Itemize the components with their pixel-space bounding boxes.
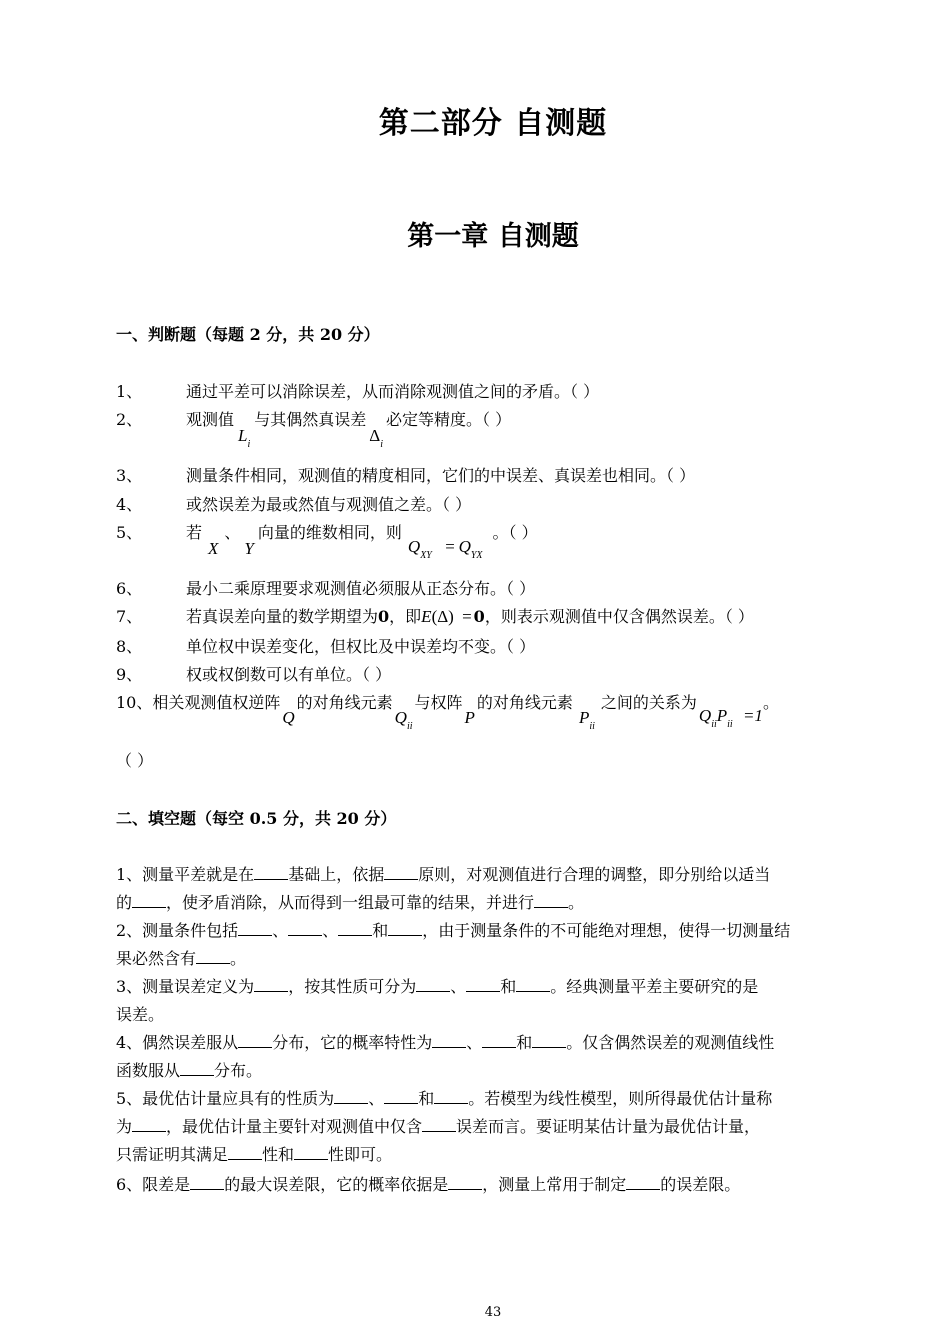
blank: [466, 977, 500, 992]
math-letter: Q: [458, 537, 471, 556]
fill-question-3-line-1: [116, 974, 876, 997]
text-segment: 的: [116, 893, 133, 912]
text-segment: 和: [516, 1033, 533, 1052]
math-letter: Q: [698, 706, 712, 725]
blank: [132, 893, 166, 908]
math-zero: 0: [473, 607, 485, 626]
blank: [534, 893, 568, 908]
text-segment: 10、相关观测值权逆阵: [116, 693, 281, 712]
text-segment: 4、偶然误差服从: [116, 1033, 239, 1052]
blank: [384, 1089, 418, 1104]
question-1: [0, 379, 950, 401]
text-segment: 3、测量误差定义为: [116, 977, 255, 996]
blank: [434, 1089, 468, 1104]
text-segment: 。若模型为线性模型，则所得最优估计量称: [468, 1089, 773, 1108]
question-text: [186, 407, 512, 450]
blank: [196, 949, 230, 964]
question-text: [186, 604, 754, 627]
text-segment: ，使矛盾消除，从而得到一组最可靠的结果，并进行: [166, 893, 535, 912]
text-segment: 观测值: [186, 410, 235, 429]
math-letter: P: [716, 706, 728, 725]
text-segment: ，按其性质可分为: [288, 977, 417, 996]
math-letter: P: [578, 708, 590, 727]
text-segment: 若真误差向量的数学期望为: [186, 607, 379, 626]
text-segment: 2、测量条件包括: [116, 921, 239, 940]
question-4: [0, 492, 950, 514]
blank: [132, 1117, 166, 1132]
text-segment: 的对角线元素: [476, 693, 573, 712]
question-number: 2、: [116, 410, 143, 429]
text-segment: 果必然含有: [116, 949, 197, 968]
math-symbol: [407, 537, 483, 561]
text-segment: 、: [224, 523, 241, 542]
fill-question-1-line-1: [116, 862, 876, 885]
math-zero: 0: [378, 607, 390, 626]
blank: [294, 1145, 328, 1160]
math-subscript: ii: [727, 719, 733, 730]
question-text: 最小二乘原理要求观测值必须服从正态分布。（ ）: [186, 579, 536, 598]
text-segment: 必定等精度。（ ）: [386, 410, 512, 429]
blank: [384, 865, 418, 880]
math-subscript: ii: [406, 721, 413, 732]
fill-question-5-line-1: [116, 1086, 876, 1109]
math-expression: [698, 706, 763, 730]
text-segment: 向量的维数相同，则: [257, 523, 402, 542]
question-10-answer: （ ）: [116, 751, 154, 770]
fill-question-6-line-1: [116, 1172, 876, 1195]
chapter-title: 第一章 自测题: [407, 221, 579, 252]
question-text: 单位权中误差变化，但权比及中误差均不变。（ ）: [186, 637, 536, 656]
math-letter: Δ: [369, 426, 381, 445]
text-segment: 和: [418, 1089, 435, 1108]
fill-question-5-line-2: [116, 1114, 876, 1137]
text-segment: 、: [322, 921, 339, 940]
text-segment: 的最大误差限，它的概率依据是: [224, 1175, 449, 1194]
text-segment: 6、限差是: [116, 1175, 191, 1194]
math-symbol: (Δ): [431, 607, 454, 626]
question-6: [0, 576, 950, 598]
text-segment: 若: [186, 523, 203, 542]
question-number: 1、: [116, 382, 143, 401]
math-letter: X: [208, 539, 219, 558]
blank: [180, 1061, 214, 1076]
section-heading-true-false: 一、判断题（每题 2 分，共 20 分）: [116, 325, 380, 344]
blank: [432, 1033, 466, 1048]
math-subscript: ii: [711, 719, 717, 730]
blank: [416, 977, 450, 992]
math-subscript: i: [247, 439, 251, 450]
question-3: [0, 463, 950, 485]
question-9: [0, 662, 950, 684]
text-segment: 。: [230, 949, 247, 968]
question-10: [116, 690, 779, 732]
blank: [338, 921, 372, 936]
text-segment: 只需证明其满足: [116, 1145, 229, 1164]
question-number: 8、: [116, 637, 143, 656]
text-segment: 分布，它的概率特性为: [272, 1033, 433, 1052]
text-segment: 基础上，依据: [288, 865, 385, 884]
question-number: 5、: [116, 523, 143, 542]
text-segment: 、: [368, 1089, 385, 1108]
math-subscript: XY: [420, 550, 432, 561]
math-letter: E: [421, 607, 432, 626]
text-segment: 。: [762, 693, 779, 712]
question-text: 或然误差为最或然值与观测值之差。（ ）: [186, 495, 472, 514]
blank: [334, 1089, 368, 1104]
question-text: [186, 520, 538, 561]
text-segment: 和: [500, 977, 517, 996]
text-segment: 原则，对观测值进行合理的调整，即分别给以适当: [418, 865, 771, 884]
text-segment: 与权阵: [414, 693, 463, 712]
text-segment: 和: [372, 921, 389, 940]
text-segment: ，测量上常用于制定: [482, 1175, 627, 1194]
blank: [388, 921, 422, 936]
question-2: [0, 407, 950, 450]
blank: [254, 977, 288, 992]
text-segment: 、: [450, 977, 467, 996]
text-segment: 与其偶然真误差: [254, 410, 367, 429]
blank: [254, 865, 288, 880]
text-segment: ，由于测量条件的不可能绝对理想，使得一切测量结: [422, 921, 791, 940]
text-segment: 。经典测量平差主要研究的是: [550, 977, 759, 996]
question-number: 6、: [116, 579, 143, 598]
math-letter: Q: [394, 708, 407, 727]
text-segment: 1、测量平差就是在: [116, 865, 255, 884]
question-7: [0, 604, 950, 626]
question-text: 通过平差可以消除误差，从而消除观测值之间的矛盾。（ ）: [186, 382, 600, 401]
text-segment: 误差而言。要证明某估计量为最优估计量，: [456, 1117, 761, 1136]
math-operator: =: [457, 607, 472, 626]
text-segment: 的对角线元素: [296, 693, 393, 712]
text-segment: ，则表示观测值中仅含偶然误差。（ ）: [484, 607, 754, 626]
math-letter: L: [238, 426, 248, 445]
text-segment: 、: [272, 921, 289, 940]
question-number: 7、: [116, 607, 143, 626]
math-subscript: YX: [470, 550, 483, 561]
question-number: 9、: [116, 665, 143, 684]
blank: [190, 1175, 224, 1190]
text-segment: 。: [568, 893, 585, 912]
math-symbol: [238, 426, 251, 450]
text-segment: 函数服从: [116, 1061, 181, 1080]
math-operator: =: [439, 537, 456, 556]
text-segment: 为: [116, 1117, 133, 1136]
text-segment: ，即: [389, 607, 422, 626]
blank: [228, 1145, 262, 1160]
blank: [626, 1175, 660, 1190]
text-segment: 的误差限。: [660, 1175, 741, 1194]
blank: [482, 1033, 516, 1048]
question-number: 4、: [116, 495, 143, 514]
math-letter: Y: [244, 539, 254, 558]
math-letter: P: [464, 708, 475, 727]
blank: [516, 977, 550, 992]
math-letter: Q: [407, 537, 421, 556]
page-number: 43: [484, 1305, 502, 1320]
fill-question-4-line-2: [116, 1058, 876, 1081]
fill-question-1-line-2: [116, 890, 876, 913]
question-text: 测量条件相同，观测值的精度相同，它们的中误差、真误差也相同。（ ）: [186, 466, 696, 485]
fill-question-2-line-1: [116, 918, 876, 941]
blank: [238, 1033, 272, 1048]
text-segment: 性和: [262, 1145, 295, 1164]
blank: [532, 1033, 566, 1048]
math-subscript: i: [380, 439, 383, 450]
fill-question-3-line-2: 误差。: [116, 1005, 165, 1024]
blank: [422, 1117, 456, 1132]
text-segment: ，最优估计量主要针对观测值中仅含: [166, 1117, 423, 1136]
fill-question-5-line-3: [116, 1142, 876, 1165]
text-segment: 之间的关系为: [600, 693, 697, 712]
blank: [238, 921, 272, 936]
text-segment: 。仅含偶然误差的观测值线性: [566, 1033, 775, 1052]
section-heading-fill-in: 二、填空题（每空 0.5 分，共 20 分）: [116, 809, 397, 828]
fill-question-4-line-1: [116, 1030, 876, 1053]
math-symbol: [369, 426, 383, 450]
question-8: [0, 634, 950, 656]
math-symbol: [578, 708, 595, 732]
math-operator: =1: [738, 706, 763, 725]
text-segment: 。（ ）: [492, 523, 538, 542]
question-5: [0, 520, 950, 560]
text-segment: 分布。: [214, 1061, 263, 1080]
text-segment: 、: [466, 1033, 483, 1052]
text-segment: 性即可。: [328, 1145, 393, 1164]
fill-question-2-line-2: [116, 946, 876, 969]
page-title: 第二部分 自测题: [378, 106, 608, 141]
question-text: 权或权倒数可以有单位。（ ）: [186, 665, 392, 684]
blank: [448, 1175, 482, 1190]
math-letter: Q: [282, 708, 295, 727]
question-number: 3、: [116, 466, 143, 485]
blank: [288, 921, 322, 936]
math-symbol: [394, 708, 413, 732]
math-subscript: ii: [589, 721, 595, 732]
text-segment: 5、最优估计量应具有的性质为: [116, 1089, 335, 1108]
